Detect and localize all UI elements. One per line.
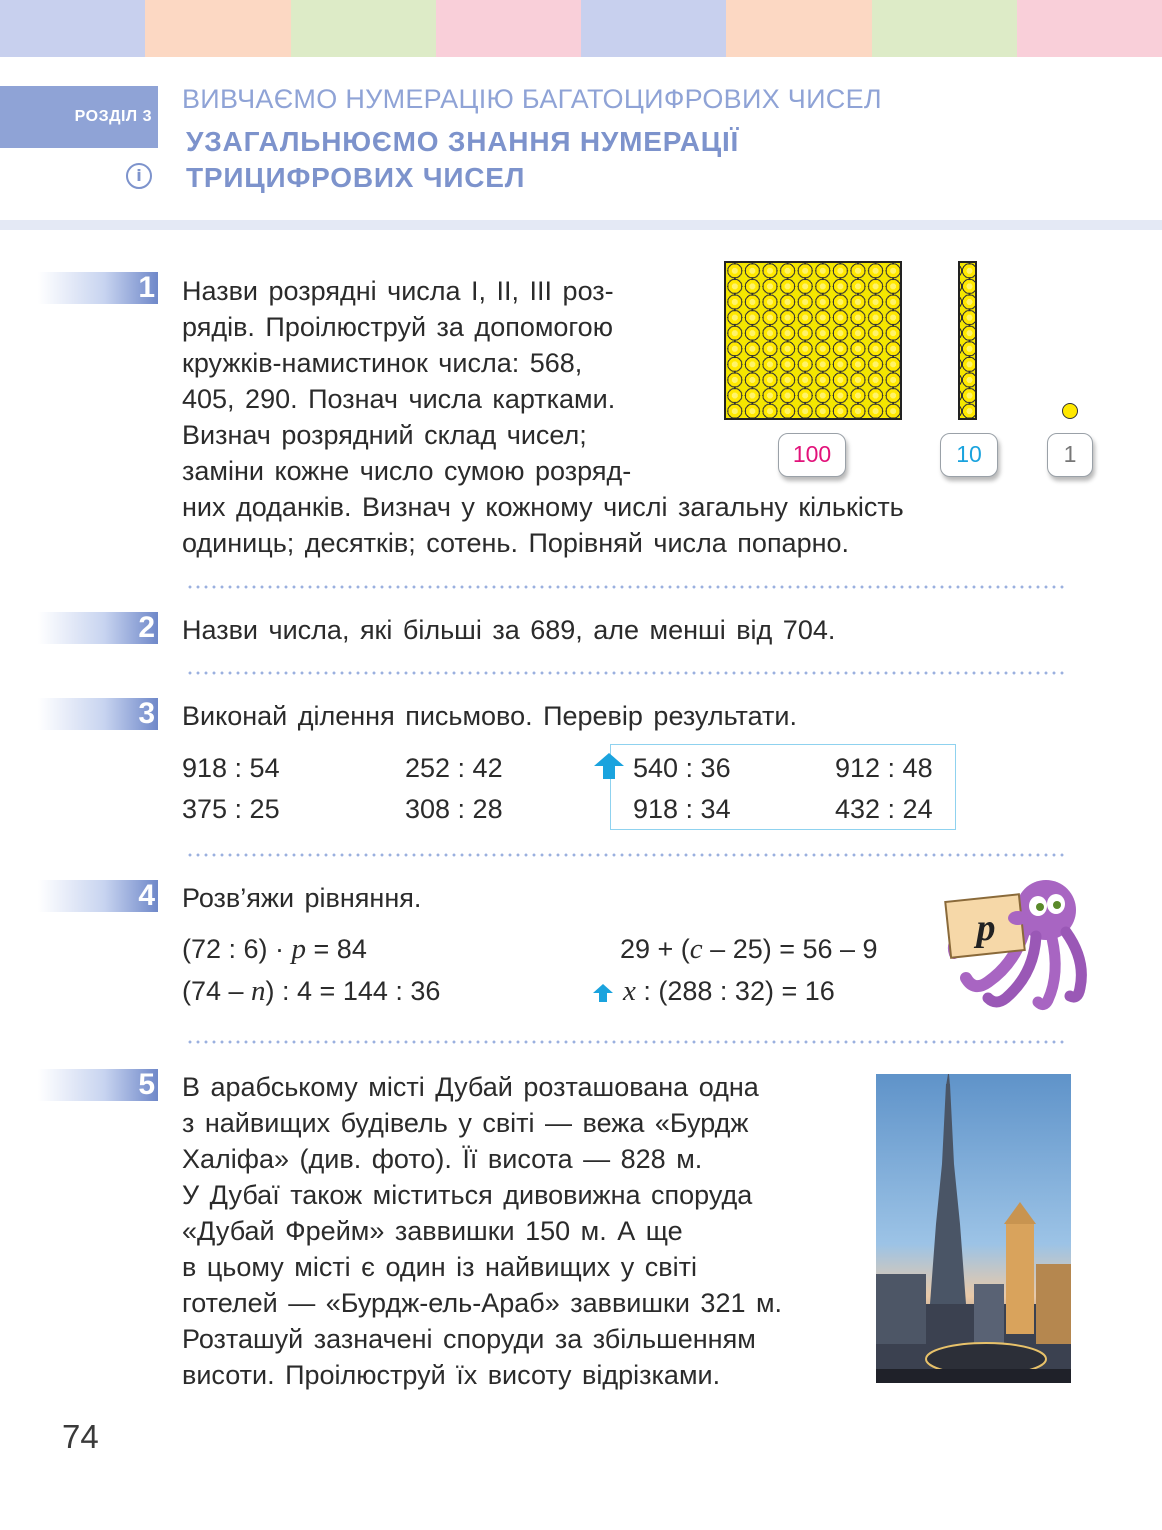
stripe-8 (1017, 0, 1162, 57)
division-expression: 918 : 54 (182, 753, 280, 783)
equation-part: (72 : 6) · (182, 934, 292, 964)
equation-1 (182, 931, 367, 967)
dotted-divider (186, 1040, 1068, 1044)
equation-variable: x (623, 975, 636, 1007)
division-expression: 540 : 36 (633, 753, 731, 783)
bead-one (1062, 403, 1078, 419)
bead-rod-ten (958, 261, 977, 420)
stripe-4 (436, 0, 581, 57)
equation-part: – 25) = 56 – 9 (702, 934, 878, 964)
info-icon: i (126, 163, 152, 189)
task-number-badge-5 (38, 1069, 158, 1101)
page-number: 74 (62, 1418, 99, 1455)
task-number: 4 (138, 879, 155, 912)
lesson-title (186, 124, 739, 196)
task-number-badge-1 (38, 272, 158, 304)
task1-line: рядів. Проілюструй за допомогою (182, 312, 613, 342)
task2-text: Назви числа, які більші за 689, але менші від 704. (182, 615, 836, 645)
header-divider (0, 220, 1162, 230)
task-number-badge-4 (38, 880, 158, 912)
division-expression: 918 : 34 (633, 794, 731, 824)
dotted-divider (186, 671, 1068, 675)
division-expression: 375 : 25 (182, 794, 280, 824)
chapter-subtitle: ВИВЧАЄМО НУМЕРАЦІЮ БАГАТОЦИФРОВИХ ЧИСЕЛ (182, 84, 882, 114)
stripe-3 (291, 0, 436, 57)
equation-2 (182, 973, 440, 1009)
equation-part: = 84 (306, 934, 367, 964)
task-number: 5 (138, 1068, 155, 1101)
task1-line: 405, 290. Познач числа картками. (182, 384, 616, 414)
task3-text: Виконай ділення письмово. Перевір результати. (182, 701, 797, 731)
up-arrow-icon (594, 753, 624, 779)
stripe-1 (0, 0, 145, 57)
equation-variable: p (291, 933, 307, 965)
equation-part: 29 + ( (620, 934, 690, 964)
task-number-badge-2 (38, 612, 158, 644)
octopus-mascot-icon (944, 874, 1090, 1014)
division-expression: 308 : 28 (405, 794, 503, 824)
lesson-title-line-2: ТРИЦИФРОВИХ ЧИСЕЛ (186, 162, 526, 193)
dotted-divider (186, 853, 1068, 857)
task5-line: готелей — «Бурдж-ель-Араб» заввишки 321 м. (182, 1288, 783, 1318)
task5-line: У Дубаї також міститься дивовижна споруда (182, 1180, 753, 1210)
task4-text: Розв’яжи рівняння. (182, 883, 422, 913)
equation-variable: n (251, 975, 266, 1007)
task5-line: висоти. Проілюструй їх висоту відрізками. (182, 1360, 721, 1390)
division-expression: 432 : 24 (835, 794, 933, 824)
octopus-sign-letter: p (976, 907, 996, 949)
equation-variable: c (689, 933, 703, 965)
task5-line: з найвищих будівель у світі — вежа «Бурдж (182, 1108, 749, 1138)
task5-line: в цьому місті є один із найвищих у світі (182, 1252, 697, 1282)
task1-line: заміни кожне число сумою розряд- (182, 456, 632, 486)
task5-line: Халіфа» (див. фото). Її висота — 828 м. (182, 1144, 703, 1174)
bead-grid-hundred (724, 261, 902, 420)
task1-line: Назви розрядні числа І, ІІ, ІІІ роз- (182, 276, 614, 306)
stripe-5 (581, 0, 726, 57)
section-label: РОЗДІЛ 3 (0, 86, 158, 148)
task1-line: одиниць; десятків; сотень. Порівняй числа попарно. (182, 528, 850, 558)
dotted-divider (186, 585, 1068, 589)
task-number: 3 (138, 697, 155, 730)
stripe-2 (145, 0, 290, 57)
task1-line: них доданків. Визнач у кожному числі загальну кількість (182, 492, 904, 522)
task5-line: Розташуй зазначені споруди за збільшенням (182, 1324, 756, 1354)
equation-3 (620, 931, 878, 967)
task-number-badge-3 (38, 698, 158, 730)
task-number: 2 (138, 611, 155, 644)
task1-line: Визнач розрядний склад чисел; (182, 420, 587, 450)
top-color-stripes (0, 0, 1162, 57)
equation-part: ) : 4 = 144 : 36 (265, 976, 441, 1006)
equation-part: : (288 : 32) = 16 (635, 976, 835, 1006)
equation-4 (623, 973, 835, 1009)
task5-line: «Дубай Фрейм» заввишки 150 м. А ще (182, 1216, 683, 1246)
task-number: 1 (138, 271, 155, 304)
division-expression: 912 : 48 (835, 753, 933, 783)
place-value-card-100: 100 (778, 433, 846, 477)
place-value-card-10: 10 (940, 433, 998, 477)
division-expression: 252 : 42 (405, 753, 503, 783)
place-value-card-1: 1 (1047, 433, 1093, 477)
stripe-7 (872, 0, 1017, 57)
task5-line: В арабському місті Дубай розташована одна (182, 1072, 759, 1102)
burj-khalifa-photo (876, 1074, 1071, 1383)
equation-part: (74 – (182, 976, 252, 1006)
task1-line: кружків-намистинок числа: 568, (182, 348, 583, 378)
stripe-6 (726, 0, 871, 57)
up-arrow-icon (593, 984, 613, 1002)
lesson-title-line-1: УЗАГАЛЬНЮЄМО ЗНАННЯ НУМЕРАЦІЇ (186, 126, 740, 157)
